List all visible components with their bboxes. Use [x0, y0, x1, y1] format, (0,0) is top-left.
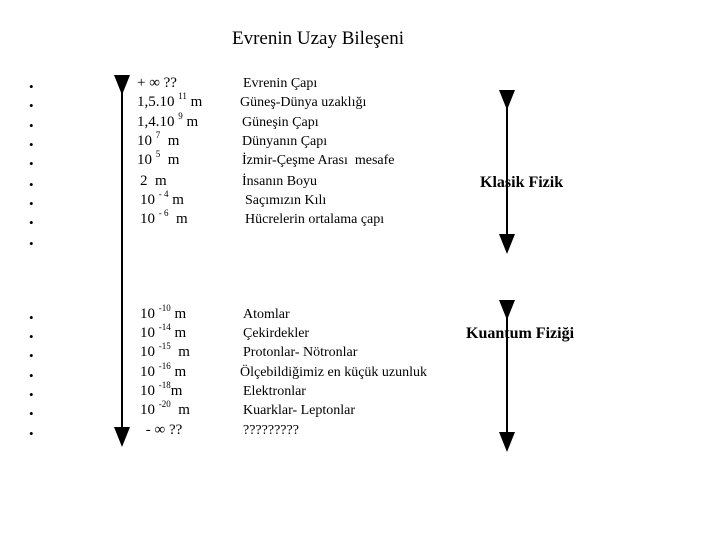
scale-value: - ∞ ?? — [142, 422, 183, 438]
bullet: • — [29, 118, 34, 133]
bullet: • — [29, 348, 34, 363]
bullet: • — [29, 98, 34, 113]
scale-description: İnsanın Boyu — [242, 174, 318, 189]
scale-description: ????????? — [243, 423, 299, 438]
scale-description: Atomlar — [243, 307, 290, 322]
scale-value: 10 $^{-14}$ m — [140, 322, 187, 341]
scale-description: Güneş-Dünya uzaklığı — [240, 95, 367, 110]
scale-description: Saçımızın Kılı — [245, 193, 327, 208]
bullet: • — [29, 310, 34, 325]
bullet: • — [29, 156, 34, 171]
scale-value: 10 $^{-15}$ m — [140, 341, 190, 360]
scale-description: Protonlar- Nötronlar — [243, 345, 358, 360]
bullet: • — [29, 215, 34, 230]
bullet: • — [29, 406, 34, 421]
scale-value: 2 m — [140, 173, 167, 189]
bullet: • — [29, 426, 34, 441]
scale-value: 1,5.10 $^{11}$ m — [137, 91, 203, 110]
classical-physics-label: Klasik Fizik — [480, 174, 564, 191]
scale-description: Ölçebildiğimiz en küçük uzunluk — [240, 365, 428, 380]
bullet: • — [29, 387, 34, 402]
scale-description: Çekirdekler — [243, 326, 310, 341]
scale-description: Elektronlar — [243, 384, 306, 399]
scale-value: 10 $^{-18}$m — [140, 380, 183, 399]
bullet: • — [29, 329, 34, 344]
scale-value: 1,4.10 $^9$ m — [137, 111, 199, 130]
bullet: • — [29, 177, 34, 192]
scale-value: 10 $^7$ m — [137, 130, 180, 149]
scale-value: + ∞ ?? — [137, 75, 177, 91]
scale-description: Güneşin Çapı — [242, 115, 319, 130]
scale-description: Hücrelerin ortalama çapı — [245, 212, 385, 227]
scale-description: Evrenin Çapı — [243, 76, 318, 91]
slide-title: Evrenin Uzay Bileşeni — [232, 28, 405, 49]
bullet: • — [29, 137, 34, 152]
scale-value: 10 $^{- 6}$ m — [140, 208, 188, 227]
bullet: • — [29, 236, 34, 251]
bullet: • — [29, 196, 34, 211]
scale-value: 10 $^5$ m — [137, 149, 180, 168]
scale-value: 10 $^{- 4}$ m — [140, 189, 184, 208]
quantum-physics-label: Kuantum Fiziği — [466, 325, 575, 342]
scale-value: 10 $^{-16}$ m — [140, 361, 187, 380]
scale-value: 10 $^{-10}$ m — [140, 303, 187, 322]
scale-description: Dünyanın Çapı — [242, 134, 328, 149]
bullet: • — [29, 368, 34, 383]
scale-description: İzmir-Çeşme Arası mesafe — [242, 153, 395, 168]
bullet: • — [29, 79, 34, 94]
scale-value: 10 $^{-20}$ m — [140, 399, 190, 418]
scale-description: Kuarklar- Leptonlar — [243, 403, 356, 418]
